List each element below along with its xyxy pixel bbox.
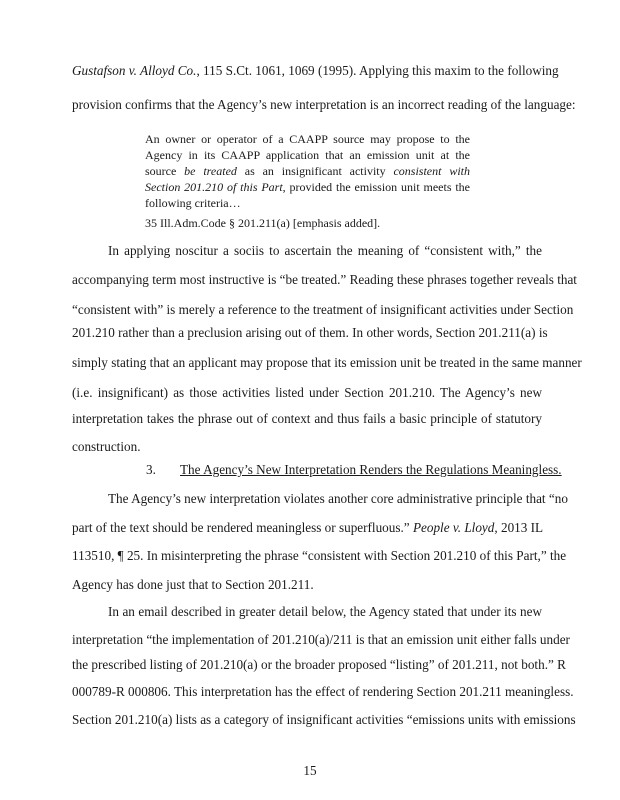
body-line: interpretation “the implementation of 201.210(a)/211 is that an emission unit either falls under (72, 632, 570, 647)
body-line: The Agency’s new interpretation violates another core administrative principle that “no (108, 491, 568, 506)
body-line: “consistent with” is merely a reference to the treatment of insignificant activities under Section (72, 302, 574, 317)
body-line: In an email described in greater detail below, the Agency stated that under its new (108, 604, 542, 619)
quote-line: Section 201.210 of this Part, provided the emission unit meets the (145, 180, 470, 194)
body-line: Section 201.210(a) lists as a category of insignificant activities “emissions units with emissions (72, 712, 576, 727)
heading-number: 3. (146, 462, 156, 477)
body-line: 201.210 rather than a preclusion arising out of them. In other words, Section 201.211(a) is (72, 325, 548, 340)
body-line: simply stating that an applicant may propose that its emission unit be treated in the same manner (72, 355, 582, 370)
quote-line: Agency in its CAAPP application that an emission unit at the (145, 148, 470, 162)
case-citation: Gustafson v. Alloyd Co. (72, 63, 197, 78)
body-line: 113510, ¶ 25. In misinterpreting the phrase “consistent with Section 201.210 of this Part,” the (72, 548, 567, 563)
page-number: 15 (303, 763, 317, 778)
case-citation: People v. Lloyd (412, 520, 495, 535)
body-line: interpretation takes the phrase out of context and thus fails a basic principle of statutory (72, 411, 542, 426)
body-line: (i.e. insignificant) as those activities listed under Section 201.210. The Agency’s new (72, 385, 542, 400)
body-line: Agency has done just that to Section 201.211. (72, 577, 314, 592)
quote-line: following criteria… (145, 196, 241, 210)
body-line: Gustafson v. Alloyd Co., 115 S.Ct. 1061, 1069 (1995). Applying this maxim to the following (72, 63, 559, 78)
body-line: 000789-R 000806. This interpretation has the effect of rendering Section 201.211 meaningless. (72, 684, 574, 699)
quote-line: An owner or operator of a CAAPP source may propose to the (145, 132, 470, 146)
body-line: construction. (72, 439, 141, 454)
body-line: provision confirms that the Agency’s new interpretation is an incorrect reading of the language: (72, 97, 576, 112)
body-line: In applying noscitur a sociis to ascertain the meaning of “consistent with,” the (108, 243, 542, 258)
body-line: accompanying term most instructive is “be treated.” Reading these phrases together reveals that (72, 272, 577, 287)
quote-citation: 35 Ill.Adm.Code § 201.211(a) [emphasis added]. (145, 216, 381, 230)
body-line: part of the text should be rendered meaningless or superfluous.” People v. Lloyd, 2013 IL (72, 520, 544, 535)
body-line: the prescribed listing of 201.210(a) or the broader proposed “listing” of 201.211, not both.” R (72, 657, 566, 672)
heading-text: The Agency’s New Interpretation Renders the Regulations Meaningless. (180, 462, 562, 477)
quote-line: source be treated as an insignificant activity consistent with (145, 164, 470, 178)
